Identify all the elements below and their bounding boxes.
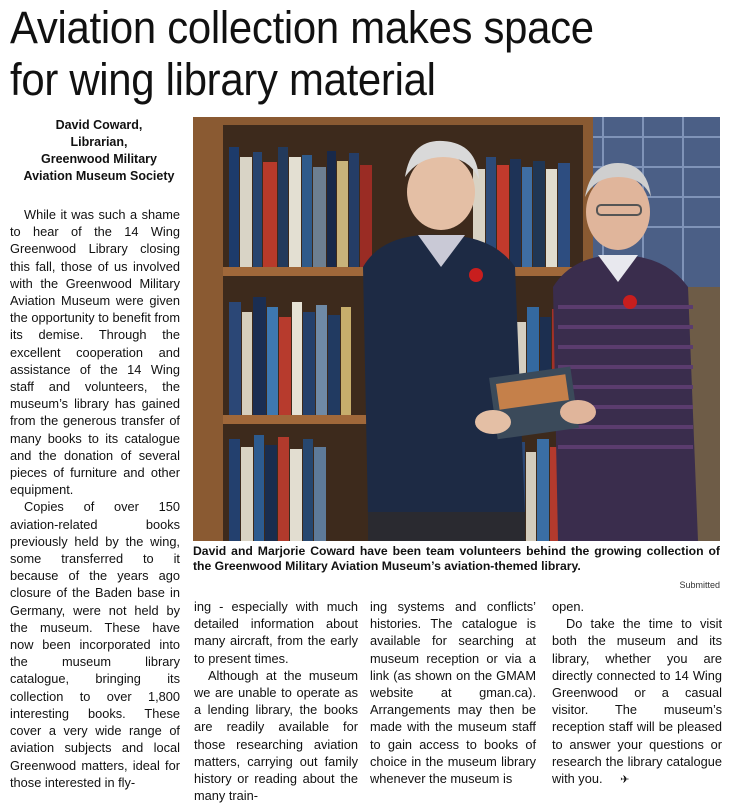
- photo-caption: David and Marjorie Coward have been team volunteers behind the growing collection of the Greenwood Military Aviation Museum’s aviation-themed library.: [193, 544, 720, 573]
- byline-role: Librarian,: [70, 135, 128, 149]
- paragraph: [552, 615, 722, 789]
- byline: [10, 117, 188, 185]
- paragraph: While it was such a shame to hear of the 14 Wing Greenwood Library closing this fall, those of us involved with the Greenwood Military Aviation Museum were given the opportunity to benefit from its demise. Through the excellent cooperation and assistance of the 14 Wing staff and volunteers, the museum’s library has gained from the generous transfer of many books to its catalogue and the donation of several pieces of furniture and other equipment.: [10, 207, 181, 498]
- byline-name: David Coward,: [55, 118, 143, 132]
- airplane-icon: ✈: [620, 774, 630, 787]
- article-column-4: [552, 598, 722, 789]
- byline-org-2: Aviation Museum Society: [23, 169, 175, 183]
- paragraph-text: Do take the time to visit both the museum and its library, whether you are directly connected to 14 Wing Greenwood or a casual visitor. The museum’s reception staff will be pleased to answer your questions or research the library catalogue with you.: [552, 616, 722, 787]
- headline-line-2: for wing library material: [10, 54, 436, 105]
- article-column-2: [194, 598, 358, 804]
- headline: [10, 2, 675, 106]
- headline-line-1: Aviation collection makes space: [10, 2, 594, 53]
- article-photo: [193, 117, 720, 541]
- byline-org-1: Greenwood Military: [41, 152, 157, 166]
- paragraph: open.: [552, 599, 585, 614]
- paragraph: Copies of over 150 aviation-related books previously held by the wing, some transferred to it because of the years ago closure of the Baden base in Germany, were not held by the museum. These have now been incorporated into the museum library catalogue, bringing its collection to over 1,800 interesting books. These cover a very wide range of aviation subjects and local Greenwood matters, ideal for those interested in fly-: [10, 499, 180, 790]
- photo-credit: Submitted: [679, 580, 720, 590]
- article-column-1: [10, 206, 180, 791]
- article-column-3: [370, 598, 536, 787]
- paragraph: ing - especially with much detailed information about many aircraft, from the early to present times.: [194, 599, 358, 666]
- paragraph: Although at the museum we are unable to operate as a lending library, the books are readily available for those researching aviation matters, carrying out family history or reading about the many train-: [194, 667, 358, 804]
- paragraph: ing systems and conflicts’ histories. The catalogue is available for searching at museum reception or via a link (as shown on the GMAM website at gman.ca). Arrangements may then be made with the museum staff to gain access to books of choice in the museum library whenever the museum is: [370, 599, 536, 787]
